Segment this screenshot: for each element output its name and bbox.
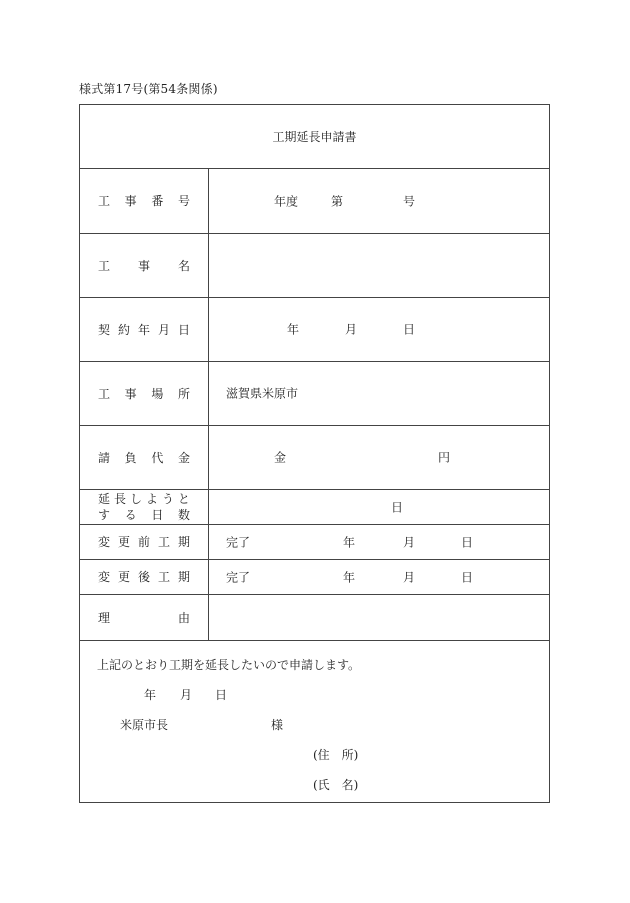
label-construction-name <box>80 233 209 297</box>
label-construction-location <box>80 361 209 425</box>
month-unit: 月 <box>345 322 358 337</box>
label-char: 事 <box>137 258 150 273</box>
label-char: 事 <box>124 194 137 209</box>
label-char: 事 <box>124 386 137 401</box>
yen-suffix: 円 <box>438 450 451 465</box>
label-char: と <box>177 491 190 506</box>
row-after-change-period <box>80 559 549 594</box>
completion-label: 完了 <box>226 535 251 549</box>
value-construction-name[interactable] <box>209 233 550 297</box>
label-char: 日 <box>177 322 190 337</box>
label-char: 理 <box>98 610 111 625</box>
label-char: し <box>129 491 142 506</box>
label-char: よ <box>145 491 158 506</box>
value-after-change-period[interactable] <box>209 559 550 594</box>
label-char: る <box>124 507 137 522</box>
label-line-1 <box>98 491 190 507</box>
dai-prefix: 第 <box>331 194 344 209</box>
value-before-change-period[interactable] <box>209 524 550 559</box>
form-footer <box>80 642 549 802</box>
honorific: 様 <box>271 718 284 732</box>
year-unit: 年 <box>287 322 300 337</box>
label-extension-days <box>80 489 209 524</box>
value-reason[interactable] <box>209 594 550 640</box>
label-char: 長 <box>113 491 126 506</box>
year-unit: 年 <box>343 570 356 584</box>
month-unit: 月 <box>403 535 416 549</box>
label-char: す <box>98 507 111 522</box>
form-table <box>80 169 549 641</box>
label-char: 日 <box>151 507 164 522</box>
label-char: 契 <box>98 322 111 337</box>
label-char: 工 <box>157 570 170 584</box>
label-char: 由 <box>177 610 190 625</box>
label-char: 工 <box>98 258 111 273</box>
label-char: 工 <box>98 194 111 209</box>
label-construction-number <box>80 169 209 233</box>
completion-label: 完了 <box>226 570 251 584</box>
year-unit: 年 <box>343 535 356 549</box>
fiscal-year-unit: 年度 <box>274 194 299 209</box>
date-day: 日 <box>215 688 228 702</box>
label-char: 期 <box>177 570 190 584</box>
label-char: 月 <box>157 322 170 337</box>
address-label: (住 所) <box>313 748 359 762</box>
row-construction-location <box>80 361 549 425</box>
label-char: 更 <box>117 570 130 584</box>
label-char: 工 <box>98 386 111 401</box>
day-unit: 日 <box>403 322 416 337</box>
label-char: 変 <box>98 535 111 549</box>
label-char: 更 <box>117 535 130 549</box>
date-year: 年 <box>144 688 157 702</box>
label-before-change-period <box>80 524 209 559</box>
value-contract-price[interactable] <box>209 425 550 489</box>
location-value: 滋賀県米原市 <box>226 386 299 401</box>
row-contract-date <box>80 297 549 361</box>
day-unit: 日 <box>461 535 474 549</box>
label-contract-date <box>80 297 209 361</box>
day-unit: 日 <box>391 500 404 514</box>
form-title: 工期延長申請書 <box>80 105 549 169</box>
value-contract-date[interactable] <box>209 297 550 361</box>
label-reason <box>80 594 209 640</box>
value-construction-location[interactable] <box>209 361 550 425</box>
label-char: 工 <box>157 535 170 549</box>
kin-prefix: 金 <box>274 450 287 465</box>
go-suffix: 号 <box>403 194 416 209</box>
label-char: 変 <box>98 570 111 584</box>
label-char: 負 <box>124 450 137 465</box>
label-char: 号 <box>177 194 190 209</box>
label-char: 後 <box>137 570 150 584</box>
label-char: う <box>161 491 174 506</box>
addressee: 米原市長 <box>120 718 169 732</box>
label-char: 所 <box>177 386 190 401</box>
label-char: 場 <box>151 386 164 401</box>
day-unit: 日 <box>461 570 474 584</box>
application-form <box>79 104 550 803</box>
label-char: 請 <box>98 450 111 465</box>
row-extension-days <box>80 489 549 524</box>
row-reason <box>80 594 549 640</box>
label-char: 名 <box>177 258 190 273</box>
name-label: (氏 名) <box>313 778 359 792</box>
month-unit: 月 <box>403 570 416 584</box>
application-statement: 上記のとおり工期を延長したいので申請します。 <box>97 658 361 672</box>
label-char: 数 <box>177 507 190 522</box>
row-before-change-period <box>80 524 549 559</box>
form-number: 様式第17号(第54条関係) <box>79 82 218 96</box>
row-construction-number <box>80 169 549 233</box>
label-char: 延 <box>98 491 111 506</box>
value-construction-number[interactable] <box>209 169 550 233</box>
date-month: 月 <box>180 688 193 702</box>
label-char: 期 <box>177 535 190 549</box>
label-after-change-period <box>80 559 209 594</box>
row-contract-price <box>80 425 549 489</box>
label-char: 番 <box>151 194 164 209</box>
label-char: 年 <box>137 322 150 337</box>
row-construction-name <box>80 233 549 297</box>
label-char: 代 <box>151 450 164 465</box>
label-char: 前 <box>137 535 150 549</box>
label-line-2 <box>98 507 190 523</box>
label-char: 約 <box>117 322 130 337</box>
label-contract-price <box>80 425 209 489</box>
value-extension-days[interactable] <box>209 489 550 524</box>
label-char: 金 <box>177 450 190 465</box>
